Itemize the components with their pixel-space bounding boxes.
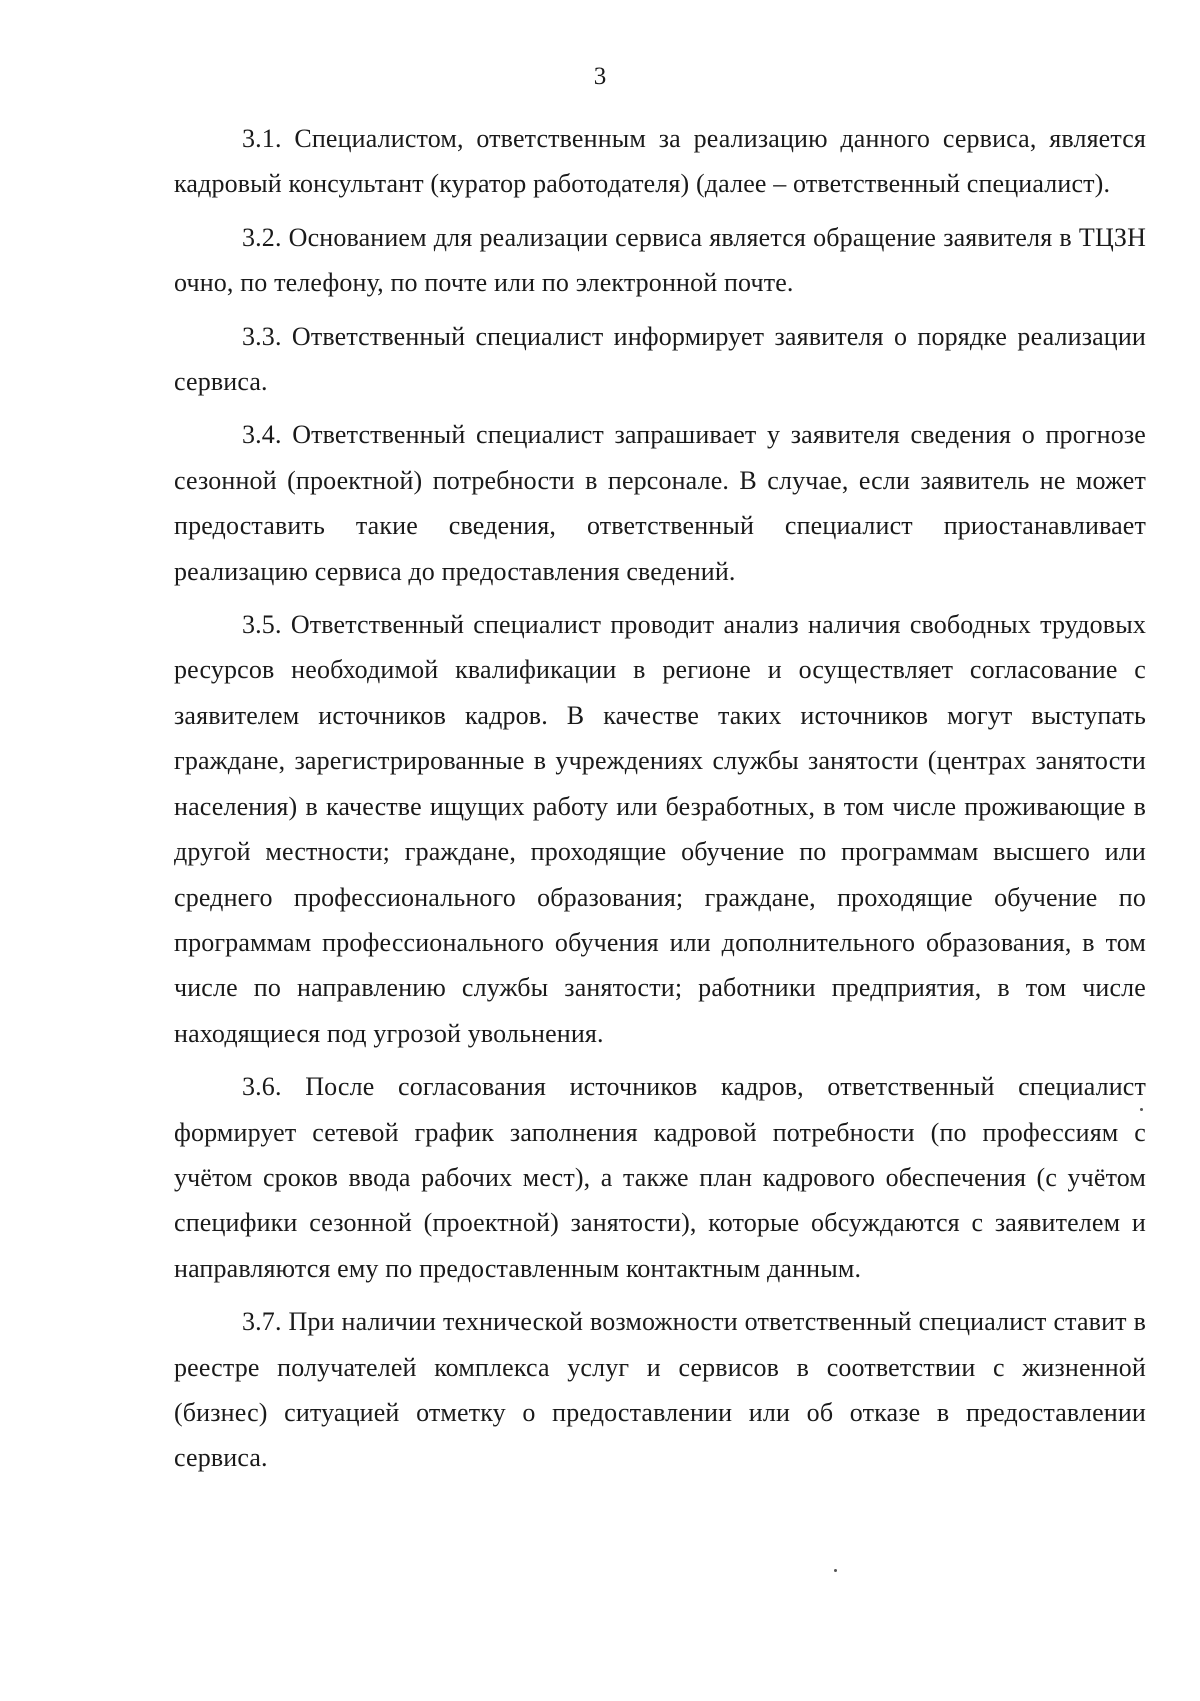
paragraph-3-4: 3.4. Ответственный специалист запрашивает у заявителя сведения о прогнозе сезонной (проектной) потребности в персонале. В случае, если заявитель не может предоставить такие сведения, ответственный специалист приостанавливает реализацию сервиса до предоставления сведений. (174, 420, 1146, 586)
page-number: 3 (593, 63, 607, 90)
scan-speck (1140, 1108, 1143, 1111)
paragraph-3-7: 3.7. При наличии технической возможности ответственный специалист ставит в реестре получателей комплекса услуг и сервисов в соответствии с жизненной (бизнес) ситуацией отметку о предоставлении или об отказе в предоставлении сервиса. (174, 1307, 1146, 1473)
paragraph-3-1: 3.1. Специалистом, ответственным за реализацию данного сервиса, является кадровый консультант (куратор работодателя) (далее – ответственный специалист). (174, 124, 1146, 199)
paragraph-3-5: 3.5. Ответственный специалист проводит анализ наличия свободных трудовых ресурсов необходимой квалификации в регионе и осуществляет согласование с заявителем источников кадров. В качестве таких источников могут выступать граждане, зарегистрированные в учреждениях службы занятости (центрах занятости населения) в качестве ищущих работу или безработных, в том числе проживающие в другой местности; граждане, проходящие обучение по программам высшего или среднего профессионального образования; граждане, проходящие обучение по программам профессионального обучения или дополнительного образования, в том числе по направлению службы занятости; работники предприятия, в том числе находящиеся под угрозой увольнения. (174, 610, 1146, 1048)
scan-speck (834, 1569, 837, 1572)
document-body (174, 116, 1146, 1489)
paragraph-3-6: 3.6. После согласования источников кадров, ответственный специалист формирует сетевой график заполнения кадровой потребности (по профессиям с учётом сроков ввода рабочих мест), а также план кадрового обеспечения (с учётом специфики сезонной (проектной) занятости), которые обсуждаются с заявителем и направляются ему по предоставленным контактным данным. (174, 1072, 1146, 1283)
paragraph-3-3: 3.3. Ответственный специалист информирует заявителя о порядке реализации сервиса. (174, 321, 1146, 397)
paragraph-3-2: 3.2. Основанием для реализации сервиса является обращение заявителя в ТЦЗН очно, по телефону, по почте или по электронной почте. (174, 222, 1146, 298)
